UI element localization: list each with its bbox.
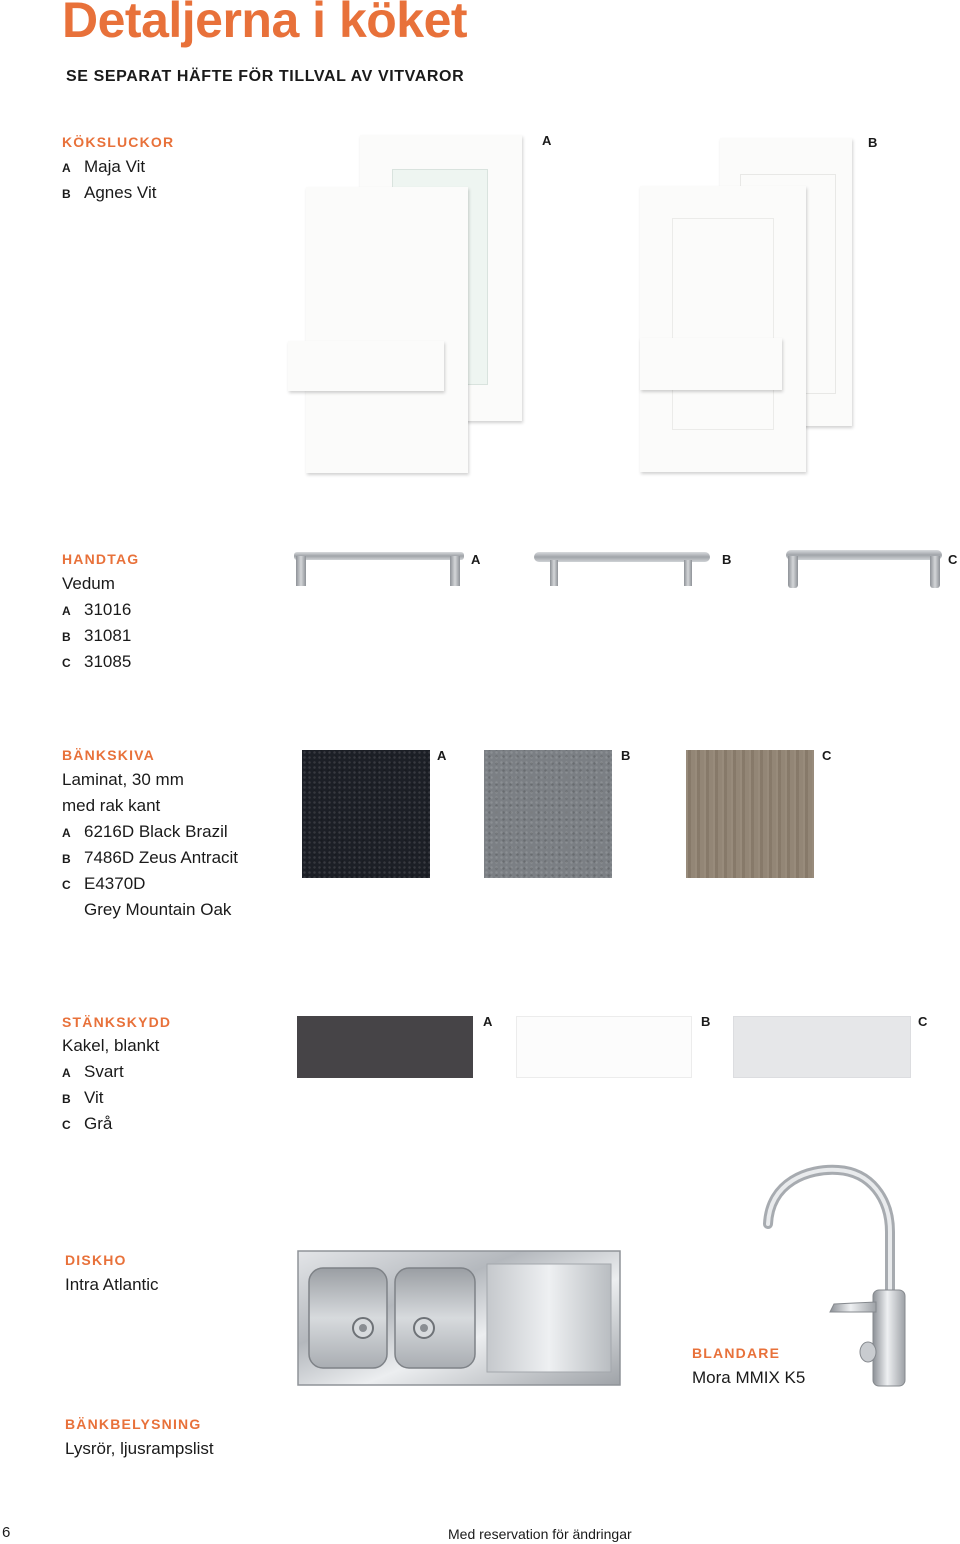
item-key: C [62,878,71,892]
label-b: B [868,135,878,150]
item-value: 31085 [84,652,132,671]
item-key: C [62,656,71,670]
door-image-agnes-vit [640,138,856,474]
item-value: E4370D [84,874,146,893]
section-heading-bankskiva: BÄNKSKIVA [62,747,155,763]
swatch-black-brazil [302,750,430,878]
item-value: 31081 [84,626,132,645]
list-item [62,819,228,846]
section-heading-stankskydd: STÄNKSKYDD [62,1014,172,1030]
handle-image-a [294,552,464,590]
list-item [62,871,145,898]
label-b: B [701,1014,711,1029]
label-c: C [918,1014,928,1029]
item-key: A [62,161,71,175]
item-value: Grå [84,1114,113,1133]
item-value: Vit [84,1088,104,1107]
list-item [62,1059,124,1086]
item-value-continued: Grey Mountain Oak [84,900,232,919]
list-item [62,597,131,624]
swatch-grey-mountain-oak [686,750,814,878]
item-value: 6216D Black Brazil [84,822,228,841]
swatch-zeus-antracit [484,750,612,878]
section-heading-diskho: DISKHO [65,1252,127,1268]
label-a: A [483,1014,493,1029]
list-item [62,154,145,181]
item-value: Svart [84,1062,124,1081]
list-item [62,845,238,872]
section-heading-bankbelysning: BÄNKBELYSNING [65,1416,202,1432]
page-number: 6 [2,1524,11,1541]
tile-svart [297,1016,473,1078]
page-title: Detaljerna i köket [62,0,468,48]
item-key: B [62,1092,71,1106]
item-value: 7486D Zeus Antracit [84,848,239,867]
label-b: B [722,552,732,567]
list-item [62,180,156,207]
door-image-maja-vit [288,135,528,475]
label-a: A [542,133,552,148]
label-c: C [948,552,958,567]
diskho-model: Intra Atlantic [65,1275,159,1294]
item-value: Maja Vit [84,157,146,176]
section-heading-blandare: BLANDARE [692,1345,781,1361]
tile-vit [516,1016,692,1078]
item-value: Agnes Vit [84,183,157,202]
handle-image-c [786,550,942,592]
sink-image [297,1250,621,1386]
section-heading-handtag: HANDTAG [62,551,140,567]
item-key: A [62,1066,71,1080]
item-key: B [62,630,71,644]
bankbelysning-type: Lysrör, ljusrampslist [65,1439,214,1458]
list-item [62,1085,104,1112]
item-key: A [62,604,71,618]
label-a: A [437,748,447,763]
label-a: A [471,552,481,567]
item-key: C [62,1118,71,1132]
handle-image-b [534,550,710,588]
list-item [62,1111,112,1138]
stankskydd-type: Kakel, blankt [62,1036,160,1055]
item-key: B [62,187,71,201]
section-heading-koksluckor: KÖKSLUCKOR [62,134,175,150]
list-item [62,649,131,676]
blandare-model: Mora MMIX K5 [692,1368,806,1387]
item-key: A [62,826,71,840]
item-key: B [62,852,71,866]
tile-gra [733,1016,911,1078]
item-value: 31016 [84,600,132,619]
handtag-model: Vedum [62,574,115,593]
footer-note: Med reservation för ändringar [448,1526,632,1542]
faucet-image [758,1162,918,1390]
bankskiva-edge: med rak kant [62,796,161,815]
page-subtitle: SE SEPARAT HÄFTE FÖR TILLVAL AV VITVAROR [66,68,465,85]
label-c: C [822,748,832,763]
list-item [62,623,131,650]
label-b: B [621,748,631,763]
bankskiva-material: Laminat, 30 mm [62,770,184,789]
